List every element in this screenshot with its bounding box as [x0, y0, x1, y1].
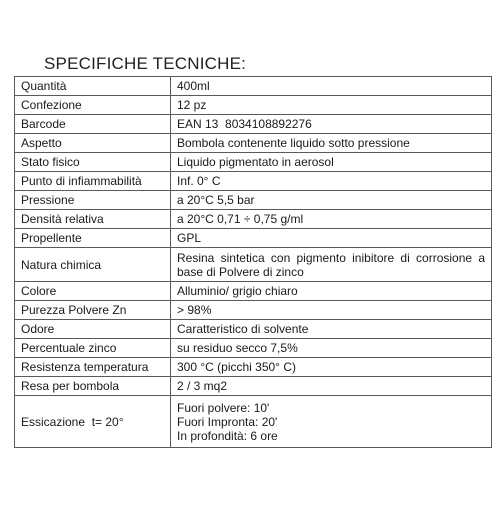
drying-time-line: Fuori polvere: 10' — [177, 400, 270, 415]
spec-value-group — [171, 396, 492, 448]
spec-label: Stato fisico — [15, 153, 171, 172]
table-row — [15, 358, 492, 377]
spec-value: EAN 13 8034108892276 — [171, 115, 492, 134]
table-row — [15, 77, 492, 96]
specs-table — [14, 76, 492, 448]
spec-value: > 98% — [171, 301, 492, 320]
table-row — [15, 134, 492, 153]
table-row — [15, 339, 492, 358]
spec-value: Liquido pigmentato in aerosol — [171, 153, 492, 172]
table-row — [15, 282, 492, 301]
spec-label: Punto di infiammabilità — [15, 172, 171, 191]
spec-value: Resina sintetica con pigmento inibitore di corrosione a base di Polvere di zinco — [171, 248, 492, 282]
spec-label: Colore — [15, 282, 171, 301]
spec-label: Confezione — [15, 96, 171, 115]
table-row — [15, 153, 492, 172]
spec-value: Inf. 0° C — [171, 172, 492, 191]
spec-value: 300 °C (picchi 350° C) — [171, 358, 492, 377]
table-row — [15, 191, 492, 210]
table-row — [15, 248, 492, 282]
spec-label: Propellente — [15, 229, 171, 248]
spec-value: 12 pz — [171, 96, 492, 115]
spec-value: 2 / 3 mq2 — [171, 377, 492, 396]
spec-label: Quantità — [15, 77, 171, 96]
spec-value: Alluminio/ grigio chiaro — [171, 282, 492, 301]
table-row — [15, 96, 492, 115]
spec-value: 400ml — [171, 77, 492, 96]
table-row — [15, 320, 492, 339]
table-row — [15, 229, 492, 248]
table-row — [15, 396, 492, 448]
table-row — [15, 172, 492, 191]
spec-value: a 20°C 5,5 bar — [171, 191, 492, 210]
spec-label: Resa per bombola — [15, 377, 171, 396]
spec-label: Pressione — [15, 191, 171, 210]
spec-label: Purezza Polvere Zn — [15, 301, 171, 320]
spec-value: GPL — [171, 229, 492, 248]
spec-label: Densità relativa — [15, 210, 171, 229]
table-row — [15, 301, 492, 320]
spec-label: Barcode — [15, 115, 171, 134]
table-row — [15, 210, 492, 229]
page-title: SPECIFICHE TECNICHE: — [44, 54, 247, 73]
spec-value: su residuo secco 7,5% — [171, 339, 492, 358]
spec-label: Essicazione t= 20° — [15, 396, 171, 448]
spec-label: Natura chimica — [15, 248, 171, 282]
spec-label: Resistenza temperatura — [15, 358, 171, 377]
spec-label: Odore — [15, 320, 171, 339]
drying-time-line: Fuori Impronta: 20' — [177, 414, 278, 429]
table-row — [15, 115, 492, 134]
spec-value: a 20°C 0,71 ÷ 0,75 g/ml — [171, 210, 492, 229]
spec-label: Percentuale zinco — [15, 339, 171, 358]
table-row — [15, 377, 492, 396]
spec-value: Caratteristico di solvente — [171, 320, 492, 339]
spec-value: Bombola contenente liquido sotto pressione — [171, 134, 492, 153]
drying-time-line: In profondità: 6 ore — [177, 428, 278, 443]
spec-label: Aspetto — [15, 134, 171, 153]
